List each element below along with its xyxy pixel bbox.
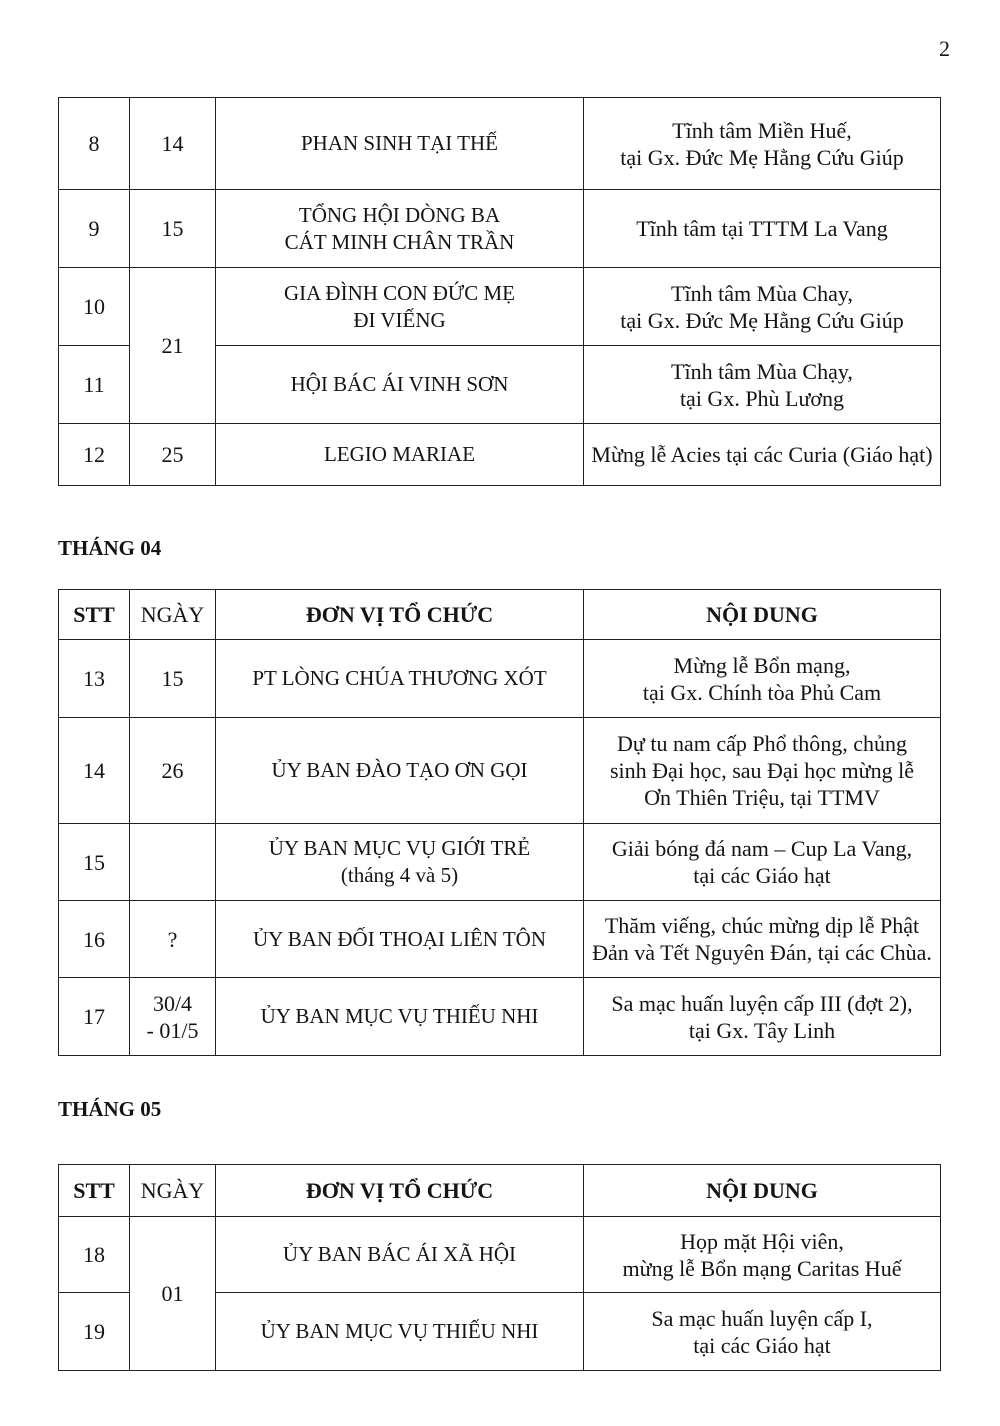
table-row xyxy=(59,268,941,346)
organizer-cell: ỦY BAN MỤC VỤ THIẾU NHI xyxy=(216,1293,584,1371)
organizer-cell: TỔNG HỘI DÒNG BA CÁT MINH CHÂN TRẦN xyxy=(216,190,584,268)
table-header-row xyxy=(59,590,941,640)
header-day: NGÀY xyxy=(130,1165,216,1217)
table-row xyxy=(59,1217,941,1293)
organizer-cell: GIA ĐÌNH CON ĐỨC MẸ ĐI VIẾNG xyxy=(216,268,584,346)
table-row xyxy=(59,901,941,978)
schedule-table-march xyxy=(58,97,941,486)
content-cell: Sa mạc huấn luyện cấp I, tại các Giáo hạt xyxy=(584,1293,941,1371)
day-cell: ? xyxy=(130,901,216,978)
stt-cell: 17 xyxy=(59,978,130,1056)
stt-cell: 13 xyxy=(59,640,130,718)
organizer-cell: LEGIO MARIAE xyxy=(216,424,584,486)
content-cell: Thăm viếng, chúc mừng dịp lễ Phật Đản và Tết Nguyên Đán, tại các Chùa. xyxy=(584,901,941,978)
header-content: NỘI DUNG xyxy=(584,590,941,640)
header-stt: STT xyxy=(59,1165,130,1217)
stt-cell: 15 xyxy=(59,824,130,901)
organizer-cell: ỦY BAN BÁC ÁI XÃ HỘI xyxy=(216,1217,584,1293)
table-row xyxy=(59,424,941,486)
stt-cell: 14 xyxy=(59,718,130,824)
content-cell: Tĩnh tâm Mùa Chạy, tại Gx. Phù Lương xyxy=(584,346,941,424)
stt-cell: 19 xyxy=(59,1293,130,1371)
content-cell: Sa mạc huấn luyện cấp III (đợt 2), tại Gx. Tây Linh xyxy=(584,978,941,1056)
day-cell: 15 xyxy=(130,640,216,718)
stt-cell: 16 xyxy=(59,901,130,978)
content-cell: Dự tu nam cấp Phổ thông, chủng sinh Đại học, sau Đại học mừng lễ Ơn Thiên Triệu, tại TTMV xyxy=(584,718,941,824)
content-cell: Mừng lễ Bổn mạng, tại Gx. Chính tòa Phủ Cam xyxy=(584,640,941,718)
organizer-cell: HỘI BÁC ÁI VINH SƠN xyxy=(216,346,584,424)
content-cell: Họp mặt Hội viên, mừng lễ Bổn mạng Caritas Huế xyxy=(584,1217,941,1293)
content-cell: Mừng lễ Acies tại các Curia (Giáo hạt) xyxy=(584,424,941,486)
content-cell: Tĩnh tâm Miền Huế, tại Gx. Đức Mẹ Hằng Cứu Giúp xyxy=(584,98,941,190)
table-row xyxy=(59,98,941,190)
section-title-may: THÁNG 05 xyxy=(58,1097,162,1121)
day-cell: 21 xyxy=(130,268,216,424)
organizer-cell: ỦY BAN ĐỐI THOẠI LIÊN TÔN xyxy=(216,901,584,978)
header-stt: STT xyxy=(59,590,130,640)
table-row xyxy=(59,978,941,1056)
day-cell: 15 xyxy=(130,190,216,268)
content-cell: Tĩnh tâm tại TTTM La Vang xyxy=(584,190,941,268)
day-cell xyxy=(130,824,216,901)
header-content: NỘI DUNG xyxy=(584,1165,941,1217)
header-day: NGÀY xyxy=(130,590,216,640)
stt-cell: 18 xyxy=(59,1217,130,1293)
content-cell: Giải bóng đá nam – Cup La Vang, tại các Giáo hạt xyxy=(584,824,941,901)
stt-cell: 10 xyxy=(59,268,130,346)
day-cell: 01 xyxy=(130,1217,216,1371)
schedule-table-april xyxy=(58,589,941,1056)
organizer-cell: PHAN SINH TẠI THẾ xyxy=(216,98,584,190)
stt-cell: 12 xyxy=(59,424,130,486)
table-row xyxy=(59,718,941,824)
table-header-row xyxy=(59,1165,941,1217)
schedule-table-may xyxy=(58,1164,941,1371)
day-cell: 30/4 - 01/5 xyxy=(130,978,216,1056)
table-row xyxy=(59,190,941,268)
organizer-cell: ỦY BAN MỤC VỤ GIỚI TRẺ (tháng 4 và 5) xyxy=(216,824,584,901)
organizer-cell: ỦY BAN ĐÀO TẠO ƠN GỌI xyxy=(216,718,584,824)
header-organizer: ĐƠN VỊ TỔ CHỨC xyxy=(216,1165,584,1217)
organizer-cell: PT LÒNG CHÚA THƯƠNG XÓT xyxy=(216,640,584,718)
header-organizer: ĐƠN VỊ TỔ CHỨC xyxy=(216,590,584,640)
stt-cell: 9 xyxy=(59,190,130,268)
day-cell: 25 xyxy=(130,424,216,486)
day-cell: 14 xyxy=(130,98,216,190)
page-number: 2 xyxy=(939,36,950,61)
content-cell: Tĩnh tâm Mùa Chay, tại Gx. Đức Mẹ Hằng Cứu Giúp xyxy=(584,268,941,346)
table-row xyxy=(59,824,941,901)
section-title-april: THÁNG 04 xyxy=(58,536,162,560)
organizer-cell: ỦY BAN MỤC VỤ THIẾU NHI xyxy=(216,978,584,1056)
table-row xyxy=(59,640,941,718)
stt-cell: 8 xyxy=(59,98,130,190)
stt-cell: 11 xyxy=(59,346,130,424)
day-cell: 26 xyxy=(130,718,216,824)
